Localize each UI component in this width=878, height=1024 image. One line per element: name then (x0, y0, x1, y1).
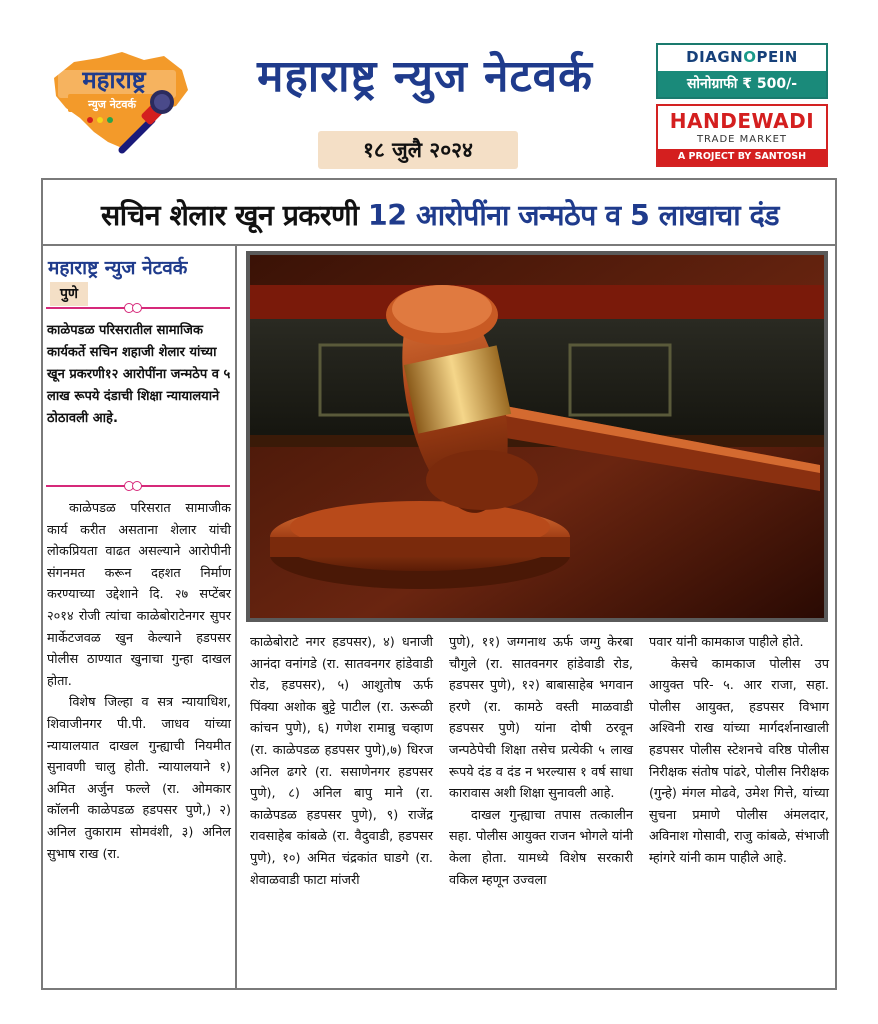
paragraph: काळेपडळ परिसरात सामाजीक कार्य करीत असताना शेलार यांची लोकप्रियता वाढत असल्याने आरोपीनी संगनमत करून दहशत निर्माण करण्याच्या उद्देशाने दि. २७ सप्टेंबर २०१४ रोजी त्यांचा काळेबोराटेनगर सुपर मार्केटजवळ खुन केल्याने हडपसर पोलीस ठाण्यात खुनाचा गुन्हा दाखल होता. (47, 501, 231, 689)
logo-subtitle: न्युज नेटवर्क (88, 98, 136, 111)
body-column-3 (449, 632, 633, 891)
article-summary: काळेपडळ परिसरातील सामाजिक कार्यकर्ते सचिन शहाजी शेलार यांच्या खून प्रकरणी१२ आरोपींना जन्मठेप व ५ लाख रूपये दंडाची शिक्षा न्यायालयाने ठोठावली आहे. (47, 323, 231, 426)
ornament-divider (46, 303, 230, 313)
paragraph: केसचे कामकाज पोलीस उप आयुक्त परि- ५. आर राजा, सहा. पोलीस आयुक्त, हडपसर विभाग अश्विनी राख यांच्या मार्गदर्शनाखाली हडपसर पोलीस स्टेशनचे वरिष्ठ पोलीस निरीक्षक संतोष पांढरे, पोलीस निरीक्षक (गुन्हे) मंगल मोढवे, उमेश गित्ते, यांच्या सुचना प्रमाणे पोलीस अंमलदार, अविनाश गोसावी, राजु कांबळे, संभाजी म्हांगरे यांनी काम पाहीले आहे. (649, 656, 829, 866)
column-divider (235, 246, 237, 988)
issue-date: १८ जुलै २०२४ (318, 131, 518, 169)
byline: महाराष्ट्र न्युज नेटवर्क (48, 257, 188, 279)
handewadi-project: A PROJECT BY SANTOSH GROUP (658, 149, 826, 165)
article-headline (50, 196, 830, 234)
body-column-1 (47, 498, 231, 865)
paragraph: पवार यांनी कामकाज पाहीले होते. (649, 635, 804, 650)
body-column-4 (649, 632, 829, 870)
headline-part1: सचिन शेलार खून प्रकरणी (101, 199, 359, 232)
paragraph: विशेष जिल्हा व सत्र न्यायाधिश, शिवाजीनगर पी.पी. जाधव यांच्या न्यायालयात दाखल गुन्ह्याची नियमीत सुनावणी चालु होती. न्यायालयाने १) अमित अर्जुन फल्ले (रा. ओमकार कॉलनी काळेपडळ हडपसर पुणे,) २) अनिल तुकाराम सोमवंशी, ३) अनिल सुभाष राख (रा. (47, 695, 231, 862)
paragraph: दाखल गुन्ह्याचा तपास तत्कालीन सहा. पोलीस आयुक्त राजन भोगले यांनी केला होता. यामध्ये विशेष सरकारी वकिल म्हणून उज्वला (449, 807, 633, 888)
paragraph: पुणे), ११) जग्गनाथ ऊर्फ जग्गु केरबा चौगुले (रा. सातवनगर हांडेवाडी रोड, हडपसर पुणे), १२) बाबासाहेब भगवान हरणे (रा. कामठे वस्ती माळवाडी हडपसर पुणे) यांना दोषी ठरवून जन्पठेपेची शिक्षा तसेच प्रत्येकी ५ लाख रूपये दंड व दंड न भरल्यास १ वर्ष साधा कारावास अशी शिक्षा सुनावली आहे. (449, 635, 633, 802)
handewadi-name: HANDEWADI (669, 109, 815, 133)
headline-part2: 12 आरोपींना जन्मठेप व 5 लाखाचा दंड (367, 199, 779, 232)
diagnopein-ad[interactable] (656, 43, 828, 99)
ornament-divider (46, 481, 230, 491)
location-badge: पुणे (50, 282, 88, 306)
logo-title: महाराष्ट्र (82, 65, 146, 94)
diagnopein-brand: DIAGNOPEIN (686, 48, 798, 66)
body-column-2 (250, 632, 433, 891)
judge-gavel-photo (246, 251, 828, 622)
handewadi-tagline: TRADE MARKET (696, 134, 788, 145)
headline-rule (41, 244, 837, 246)
handewadi-ad[interactable] (656, 104, 828, 178)
maharashtra-map-logo-icon (44, 48, 194, 158)
masthead-title: महाराष्ट्र न्युज नेटवर्क (257, 51, 593, 102)
diagnopein-offer: सोनोग्राफी ₹ 500/- (658, 71, 826, 97)
paragraph: काळेबोराटे नगर हडपसर), ४) धनाजी आनंदा वनांगडे (रा. सातवनगर हांडेवाडी रोड, हडपसर), ५) आशुतोष ऊर्फ पिंक्या अशोक बुट्टे पाटील (रा. ऊरूळी कांचन पुणे), ६) गणेश रामान्नु चव्हाण (रा. काळेपडळ हडपसर पुणे),७) धिरज अनिल ढगरे (रा. ससाणेनगर हडपसर पुणे), ८) अनिल बापु माने (रा. काळेपडळ हडपसर पुणे), ९) राजेंद्र रावसाहेब कांबळे (रा. वैदुवाडी, हडपसर पुणे), १०) अमित चंद्रकांत घाडगे (रा. शेवाळवाडी फाटा मांजरी (250, 635, 433, 888)
